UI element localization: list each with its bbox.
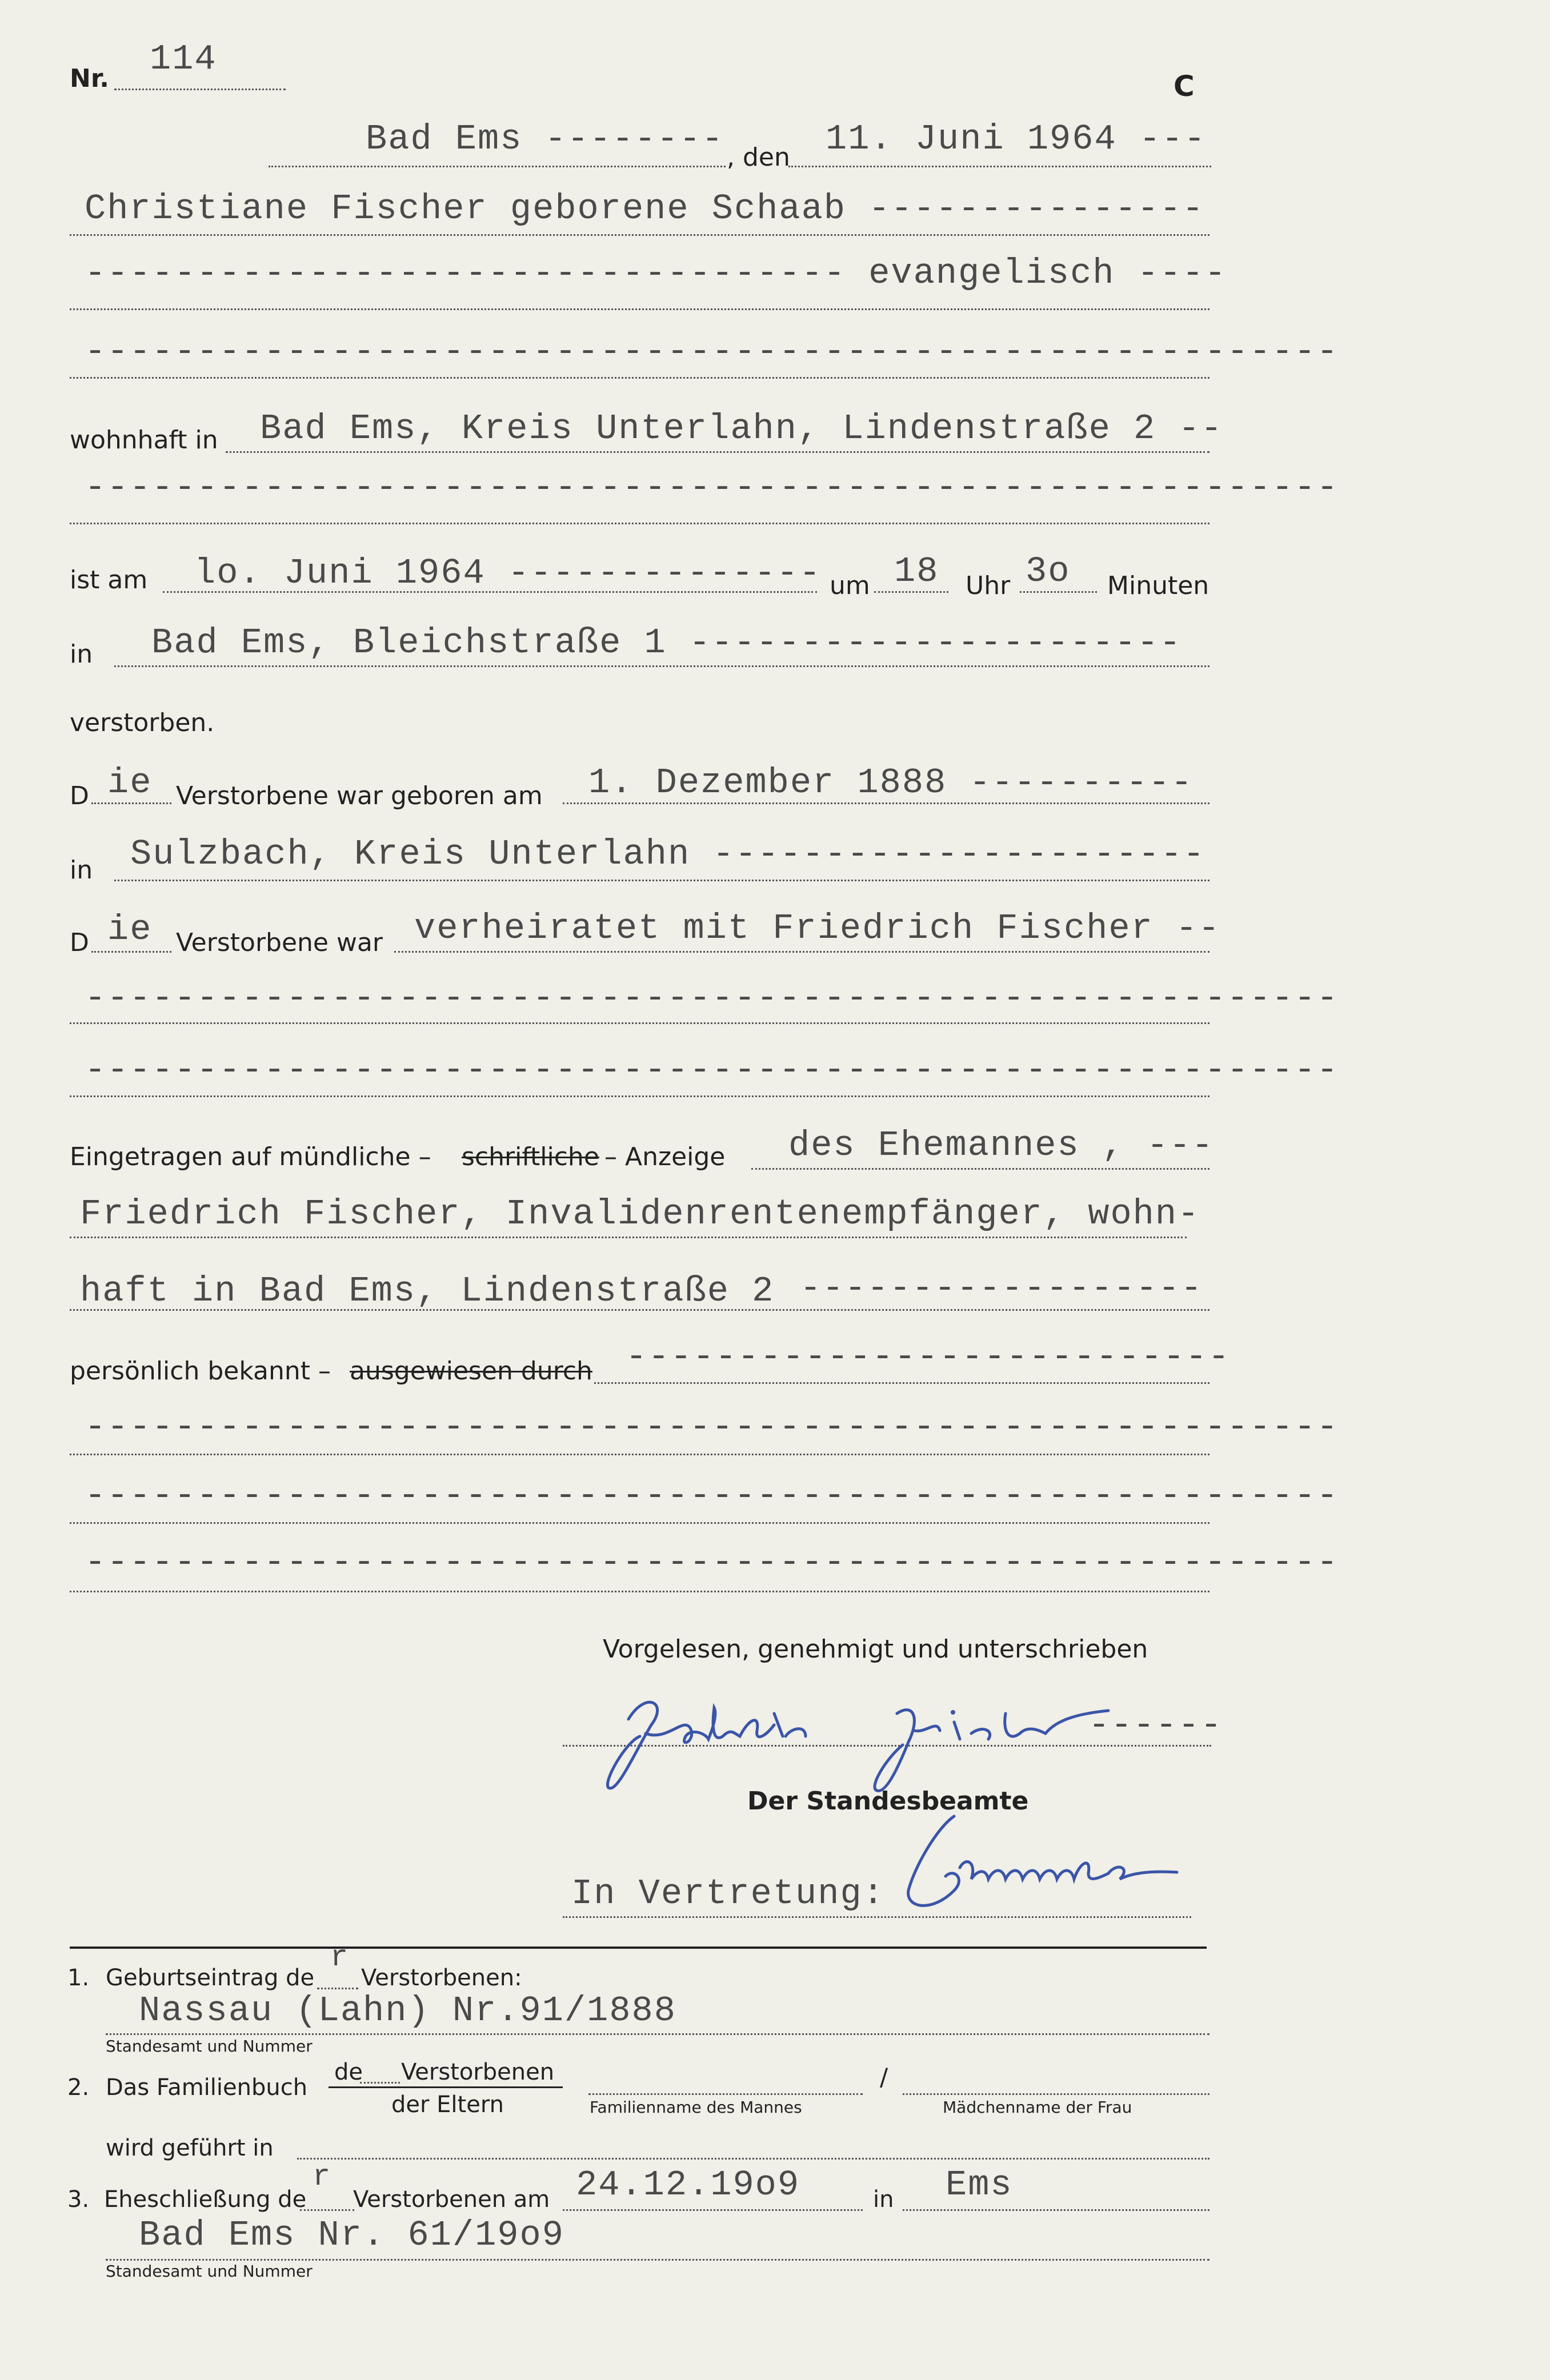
d-label-2: D (70, 928, 89, 957)
religion-dotline (70, 308, 1209, 310)
fn2-de: de (334, 2059, 363, 2085)
birth-place-dotline (114, 880, 1209, 881)
den-label: , den (727, 143, 790, 172)
fn2-gefuehrt: wird geführt in (106, 2135, 274, 2161)
ist-am-label: ist am (70, 565, 148, 595)
fn2-mann-dotline (588, 2093, 863, 2095)
fn3-date-dotline (563, 2209, 863, 2211)
vorgelesen-text: Vorgelesen, genehmigt und unterschrieben (603, 1635, 1148, 1664)
fn3-caption: Standesamt und Nummer (106, 2262, 313, 2281)
place-value: Bad Ems -------- (366, 119, 724, 159)
fn3-text-b: Verstorbenen am (353, 2186, 550, 2213)
in-label: in (70, 640, 93, 669)
marital-dotline (394, 951, 1209, 953)
blank-dotline-2 (70, 1454, 1209, 1455)
fn2-frau-dotline (903, 2093, 1209, 2095)
fn3-value: Bad Ems Nr. 61/19o9 (139, 2215, 564, 2255)
fn1-text-a: Geburtseintrag de (106, 1965, 315, 1991)
fn1-value-dotline (106, 2033, 1209, 2035)
birth-date: 1. Dezember 1888 ---------- (588, 762, 1193, 803)
fn1-superscript-dotline (317, 1988, 358, 1989)
anzeige-label: – Anzeige (604, 1142, 726, 1171)
blank-line-3: -------------------------------------------------------- (85, 1475, 1339, 1516)
informant-dotline-2 (70, 1237, 1187, 1238)
vertretung-label: In Vertretung: (571, 1873, 885, 1914)
fn2-de-dotline (360, 2082, 400, 2084)
fn1-number: 1. (67, 1965, 90, 1991)
fn2-frau-caption: Mädchenname der Frau (943, 2098, 1132, 2117)
death-minutes: 3o (1026, 551, 1071, 592)
fn2-number: 2. (67, 2074, 90, 2101)
deceased-name: Christiane Fischer geborene Schaab --------------- (85, 188, 1205, 229)
section-letter: C (1173, 70, 1195, 103)
schriftliche-label: schriftliche (462, 1142, 599, 1171)
registrar-signature (891, 1805, 1188, 1922)
informant-dotline-1 (751, 1168, 1209, 1170)
death-place: Bad Ems, Bleichstraße 1 ---------------------- (151, 623, 1182, 663)
informant-1: des Ehemannes , --- (788, 1125, 1214, 1166)
blank-dotline-4 (70, 1591, 1209, 1592)
birth-place: Sulzbach, Kreis Unterlahn ---------------------- (130, 834, 1205, 874)
death-date: lo. Juni 1964 -------------- (194, 553, 822, 593)
death-place-dotline (114, 665, 1209, 667)
fn2-fraction-line (329, 2086, 563, 2088)
d-label-1: D (70, 781, 89, 810)
wohnhaft-dotline (226, 451, 1209, 453)
fn3-number: 3. (67, 2186, 90, 2213)
registration-date: 11. Juni 1964 --- (826, 119, 1207, 159)
fn3-text-a: Eheschließung de (104, 2186, 307, 2213)
marital-cont-1: -------------------------------------------------------- (85, 978, 1339, 1018)
war-label: Verstorbene war (176, 928, 383, 957)
persoenlich-label: persönlich bekannt – (70, 1356, 331, 1386)
marital-cont-dotline-1 (70, 1022, 1209, 1024)
d-suffix-2: ie (107, 909, 153, 950)
residence-cont: -------------------------------------------------------- (85, 467, 1339, 508)
eingetragen-label: Eingetragen auf mündliche – (70, 1142, 431, 1171)
wohnhaft-cont-dotline (70, 523, 1209, 524)
blank-line-4: -------------------------------------------------------- (85, 1542, 1339, 1583)
informant-2: Friedrich Fischer, Invalidenrentenempfänger, wohn- (80, 1194, 1200, 1234)
residence: Bad Ems, Kreis Unterlahn, Lindenstraße 2 -- (260, 408, 1223, 449)
fn2-text: Das Familienbuch (106, 2074, 308, 2101)
fn2-slash: / (880, 2063, 888, 2091)
fn1-superscript: r (330, 1941, 350, 1974)
blank-dotline-3 (70, 1522, 1209, 1524)
um-label: um (830, 571, 870, 600)
fn2-mann-caption: Familienname des Mannes (590, 2098, 802, 2117)
marital-status: verheiratet mit Friedrich Fischer -- (414, 908, 1221, 949)
nr-dotline (114, 89, 286, 90)
religion: ---------------------------------- evangelisch ---- (85, 253, 1227, 294)
persoenlich-dotline (594, 1382, 1209, 1384)
fn1-value: Nassau (Lahn) Nr.91/1888 (139, 1990, 676, 2031)
blank-dotline-1 (70, 377, 1209, 379)
fn3-value-dotline (106, 2259, 1209, 2261)
d-suffix-1: ie (107, 762, 153, 803)
informant-signature (594, 1679, 1108, 1796)
date-dotline (788, 166, 1211, 167)
persoenlich-value: --------------------------- (626, 1337, 1231, 1377)
fn1-caption: Standesamt und Nummer (106, 2037, 313, 2056)
verstorben-label: verstorben. (70, 708, 215, 737)
fn3-superscript: r (313, 2160, 332, 2194)
fn3-place: Ems (946, 2165, 1013, 2205)
blank-line-1: -------------------------------------------------------- (85, 331, 1339, 372)
marital-cont-dotline-2 (70, 1095, 1209, 1097)
fn1-text-b: Verstorbenen: (361, 1965, 522, 1991)
blank-line-2: -------------------------------------------------------- (85, 1407, 1339, 1447)
informant-3: haft in Bad Ems, Lindenstraße 2 (80, 1271, 775, 1311)
fn3-in: in (873, 2186, 894, 2213)
nr-value: 114 (150, 39, 217, 79)
fn2-eltern: der Eltern (391, 2092, 504, 2118)
standesbeamte-label: Der Standesbeamte (747, 1787, 1029, 1816)
fn3-place-dotline (903, 2209, 1209, 2211)
fn3-superscript-dotline (300, 2209, 354, 2211)
nr-label: Nr. (70, 64, 109, 93)
fn2-verstorbenen: Verstorbenen (401, 2059, 555, 2085)
uhr-label: Uhr (966, 571, 1011, 600)
signature-dash: ------ (1088, 1705, 1223, 1745)
fn3-date: 24.12.19o9 (576, 2165, 800, 2205)
place-dotline (269, 166, 726, 167)
minuten-label: Minuten (1107, 571, 1209, 600)
fn2-gefuehrt-dotline (297, 2158, 1209, 2160)
footnote-divider (70, 1946, 1207, 1949)
d-suffix-dotline-2 (91, 951, 171, 953)
informant-3-dash: ------------------ (800, 1268, 1203, 1309)
name-dotline (70, 234, 1209, 236)
death-hour: 18 (894, 551, 939, 592)
birth-in-label: in (70, 856, 93, 885)
ausgewiesen-label: ausgewiesen durch (350, 1356, 592, 1386)
wohnhaft-label: wohnhaft in (70, 426, 218, 455)
marital-cont-2: -------------------------------------------------------- (85, 1050, 1339, 1090)
geboren-label: Verstorbene war geboren am (176, 781, 543, 810)
